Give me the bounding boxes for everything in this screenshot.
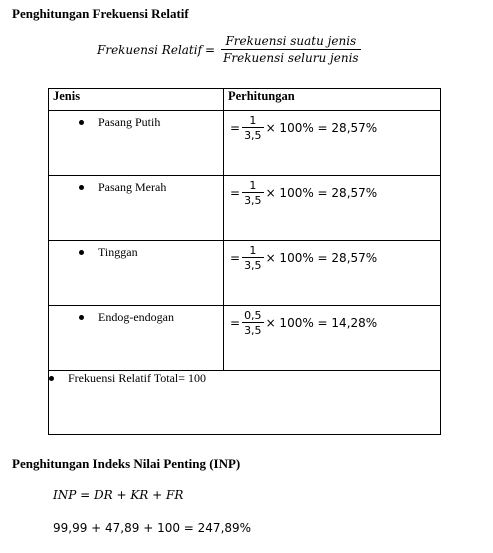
calc-numerator: 0,5: [244, 309, 262, 322]
calc-expression: [230, 244, 440, 272]
section-title-inp: Penghitungan Indeks Nilai Penting (INP): [12, 456, 241, 471]
calc-numerator: 1: [249, 179, 257, 192]
jenis-label: Pasang Merah: [98, 180, 167, 194]
calc-expression: [230, 114, 440, 142]
inp-formula: INP = DR + KR + FR: [53, 488, 184, 502]
jenis-label: Pasang Putih: [98, 115, 161, 129]
calc-expression: [230, 309, 440, 337]
jenis-cell: [49, 111, 224, 176]
calc-equals: =: [230, 316, 241, 330]
jenis-cell: [49, 241, 224, 306]
calc-equals: =: [230, 121, 241, 135]
bullet-icon: [79, 250, 84, 255]
table-header-perhitungan: Perhitungan: [224, 89, 441, 111]
calc-numerator: 1: [249, 244, 257, 257]
frekuensi-relatif-formula: [97, 34, 364, 65]
calc-equals: =: [230, 251, 241, 265]
frekuensi-relatif-table: [48, 88, 441, 435]
bullet-icon: [79, 120, 84, 125]
table-header-jenis: Jenis: [49, 89, 224, 111]
formula-equals: =: [205, 42, 216, 57]
calc-numerator: 1: [249, 114, 257, 127]
calc-denominator: 3,5: [244, 324, 262, 337]
perhitungan-cell: [224, 306, 441, 371]
calc-equals: =: [230, 186, 241, 200]
table-row: [49, 306, 441, 371]
jenis-label: Tinggan: [98, 245, 138, 259]
calc-fraction: [242, 309, 264, 337]
formula-lhs: Frekuensi Relatif: [97, 42, 203, 57]
inp-calculation: 99,99 + 47,89 + 100 = 247,89%: [53, 521, 252, 535]
summary-label: Frekuensi Relatif Total= 100: [68, 371, 207, 385]
table-summary-row: [49, 371, 441, 435]
section-title-frekuensi-relatif: Penghitungan Frekuensi Relatif: [12, 6, 189, 21]
formula-denominator: Frekuensi seluru jenis: [223, 51, 359, 65]
calc-expression: [230, 179, 440, 207]
calc-result: × 100% = 28,57%: [265, 121, 378, 135]
calc-fraction: [242, 179, 264, 207]
calc-denominator: 3,5: [244, 259, 262, 272]
jenis-cell: [49, 306, 224, 371]
perhitungan-cell: [224, 111, 441, 176]
calc-result: × 100% = 28,57%: [265, 186, 378, 200]
table-row: [49, 241, 441, 306]
perhitungan-cell: [224, 176, 441, 241]
jenis-cell: [49, 176, 224, 241]
bullet-icon: [49, 376, 54, 381]
calc-denominator: 3,5: [244, 129, 262, 142]
jenis-label: Endog-endogan: [98, 310, 174, 324]
table-row: [49, 111, 441, 176]
summary-cell: [49, 371, 441, 435]
bullet-icon: [79, 315, 84, 320]
calc-result: × 100% = 14,28%: [265, 316, 378, 330]
formula-fraction: [221, 34, 360, 65]
calc-result: × 100% = 28,57%: [265, 251, 378, 265]
formula-numerator: Frekuensi suatu jenis: [225, 34, 357, 48]
calc-fraction: [242, 114, 264, 142]
bullet-icon: [79, 185, 84, 190]
calc-denominator: 3,5: [244, 194, 262, 207]
table-row: [49, 176, 441, 241]
perhitungan-cell: [224, 241, 441, 306]
calc-fraction: [242, 244, 264, 272]
